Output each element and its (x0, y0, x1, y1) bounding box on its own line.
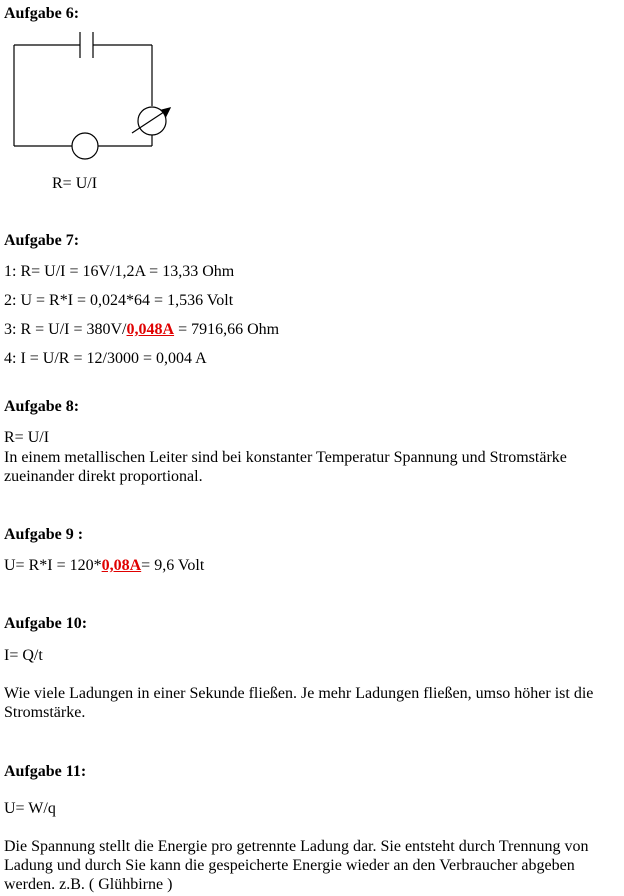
aufgabe-10-formula: I= Q/t (4, 647, 43, 664)
aufgabe-11-formula: U= W/q (4, 800, 56, 817)
aufgabe-9-line-end: = 9,6 Volt (141, 557, 205, 574)
aufgabe-10-heading: Aufgabe 10: (4, 615, 88, 632)
aufgabe-11-heading: Aufgabe 11: (4, 763, 87, 780)
aufgabe-7-heading: Aufgabe 7: (4, 232, 80, 249)
aufgabe-7-line-3 (4, 320, 279, 339)
aufgabe-10-text: Wie viele Ladungen in einer Sekunde fließen. Je mehr Ladungen fließen, umso höher ist die Stromstärke. (4, 685, 594, 721)
aufgabe-6-heading: Aufgabe 6: (4, 5, 80, 22)
aufgabe-7-line-4: 4: I = U/R = 12/3000 = 0,004 A (4, 350, 207, 367)
aufgabe-8-formula: R= U/I (4, 429, 50, 446)
aufgabe-9-highlighted-value: 0,08A (101, 557, 142, 574)
aufgabe-8-text: In einem metallischen Leiter sind bei konstanter Temperatur Spannung und Stromstärke zueinander direkt proportional. (4, 449, 567, 485)
aufgabe-6-formula: R= U/I (52, 175, 98, 192)
aufgabe-7-line-2: 2: U = R*I = 0,024*64 = 1,536 Volt (4, 292, 234, 309)
aufgabe-7-line-3-end: = 7916,66 Ohm (174, 321, 280, 338)
aufgabe-9-heading: Aufgabe 9 : (4, 526, 84, 543)
variable-resistor-symbol (138, 107, 166, 135)
aufgabe-7-line-1: 1: R= U/I = 16V/1,2A = 13,33 Ohm (4, 263, 235, 280)
circuit-diagram (0, 28, 200, 168)
aufgabe-7-highlighted-value: 0,048A (126, 321, 175, 338)
aufgabe-7-line-3-start: 3: R = U/I = 380V/ (4, 321, 127, 338)
lamp-symbol (72, 133, 98, 159)
variable-arrow-head (162, 108, 170, 116)
aufgabe-11-text: Die Spannung stellt die Energie pro getrennte Ladung dar. Sie entsteht durch Trennung von Ladung und durch Sie kann die gespeicherte Energie wieder an den Verbraucher abgeben werden. z.B. ( Glühbirne ) (4, 838, 589, 893)
aufgabe-9-line (4, 556, 204, 575)
aufgabe-9-line-start: U= R*I = 120* (4, 557, 102, 574)
aufgabe-8-heading: Aufgabe 8: (4, 398, 80, 415)
